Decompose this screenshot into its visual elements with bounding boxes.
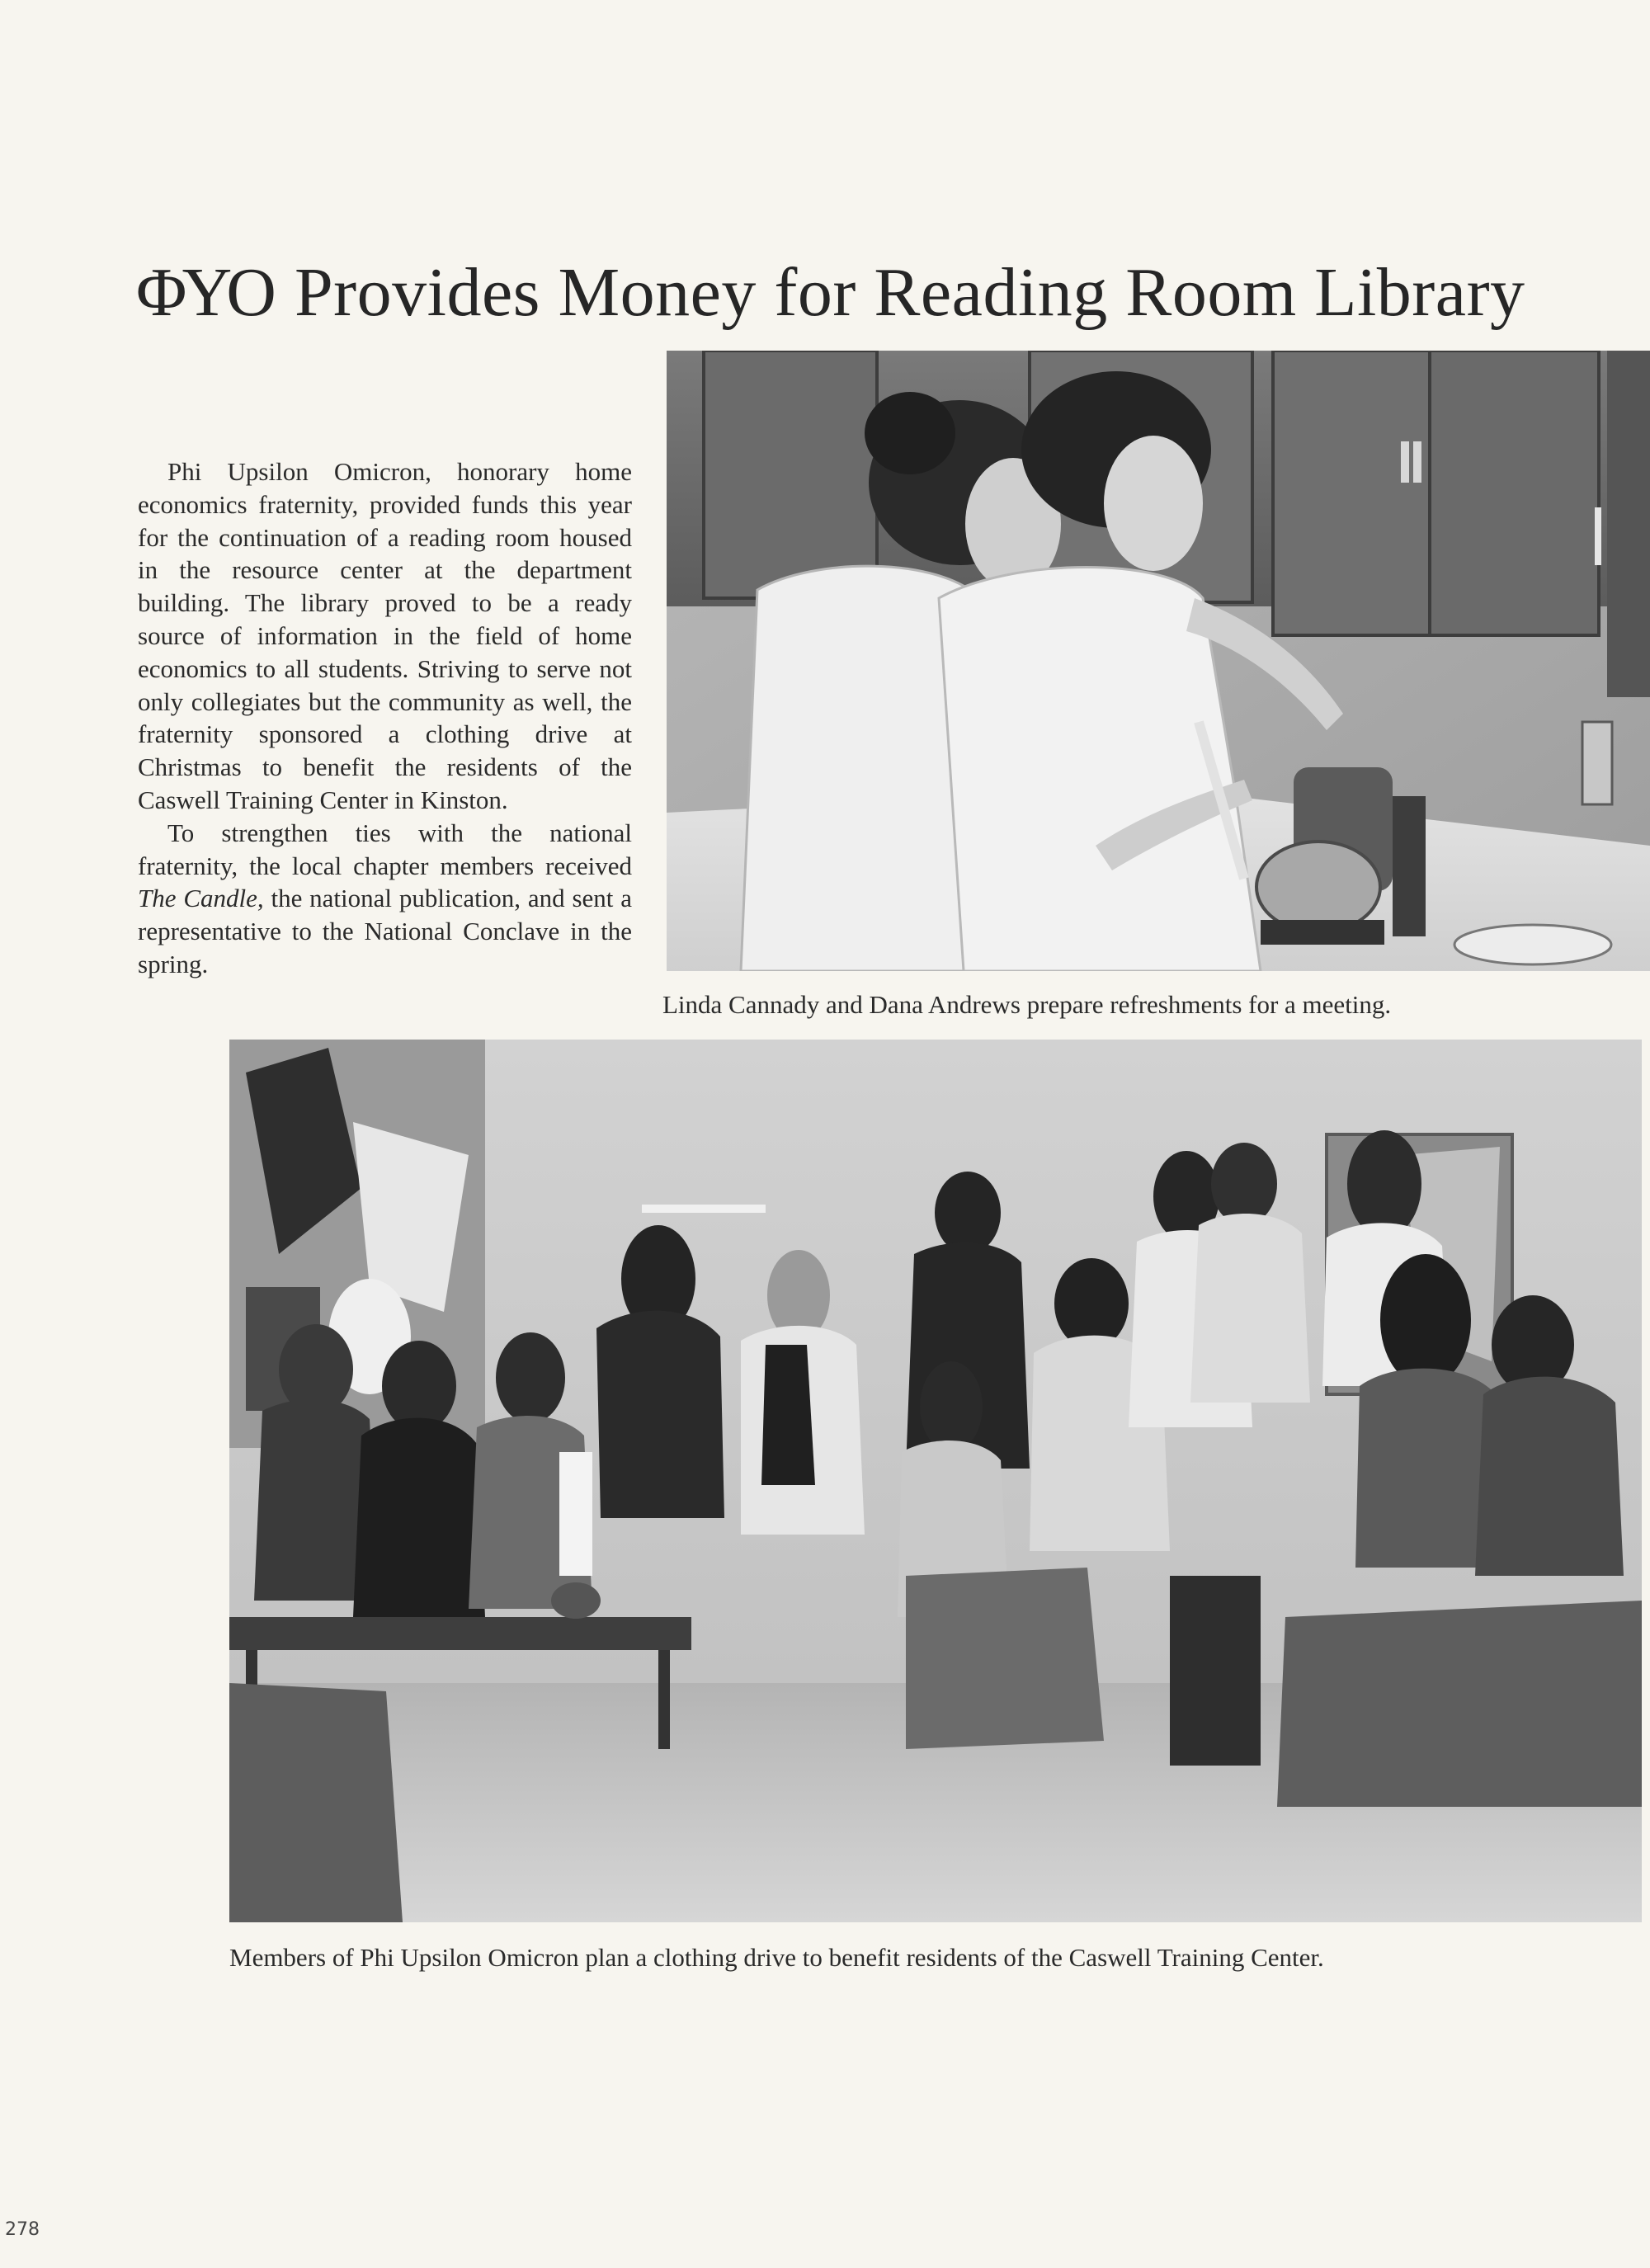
kitchen-photo-image	[667, 351, 1650, 971]
article-paragraph	[138, 817, 632, 981]
article-text: the national publication, and sent a representative to the National Conclave in the spring.	[138, 884, 632, 978]
group-photo-image	[229, 1040, 1642, 1922]
group-photo-caption: Members of Phi Upsilon Omicron plan a clothing drive to benefit residents of the Caswell Training Center.	[229, 1943, 1324, 1972]
kitchen-photo-caption: Linda Cannady and Dana Andrews prepare refreshments for a meeting.	[662, 990, 1392, 1019]
article-body	[138, 455, 632, 981]
kitchen-photo	[667, 351, 1650, 971]
page-title: ΦΥΟ Provides Money for Reading Room Library	[136, 254, 1525, 331]
page-number: 278	[5, 2219, 40, 2240]
publication-title: The Candle,	[138, 884, 264, 913]
article-paragraph: Phi Upsilon Omicron, honorary home economics fraternity, provided funds this year for the continuation of a reading room housed in the resource center at the department building. The library proved to be a ready source of information in the field of home economics to all students. Striving to serve not only collegiates but the community as well, the fraternity sponsored a clothing drive at Christmas to benefit the residents of the Caswell Training Center in Kinston.	[138, 457, 632, 814]
group-photo	[229, 1040, 1642, 1922]
article-text: To strengthen ties with the national fraternity, the local chapter members received	[138, 818, 632, 880]
